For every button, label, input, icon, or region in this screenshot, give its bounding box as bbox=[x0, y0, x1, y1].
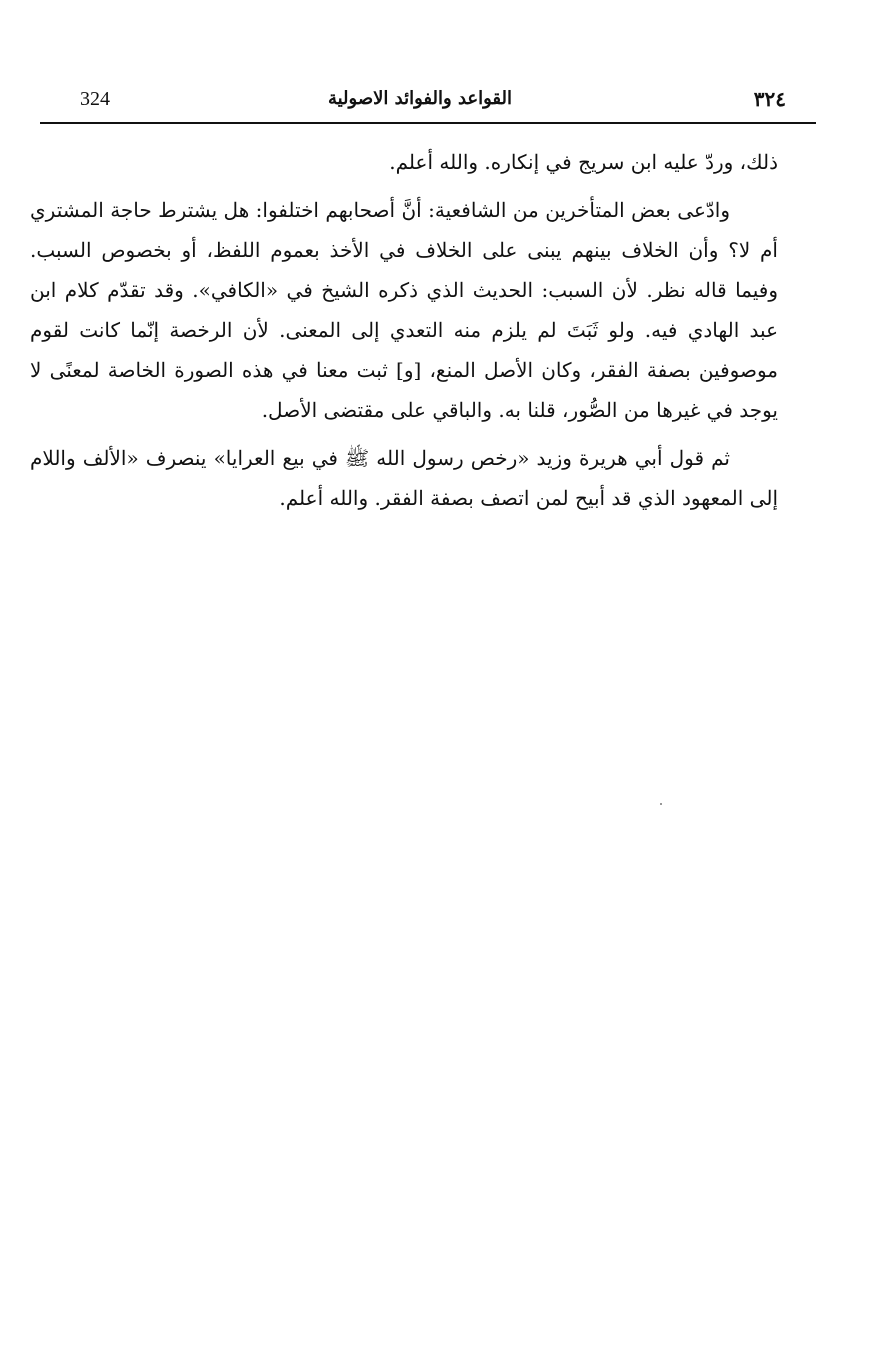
scan-speck bbox=[660, 803, 662, 805]
paragraph-3: ثم قول أبي هريرة وزيد «رخص رسول الله ﷺ في بيع العرايا» ينصرف «الألف واللام إلى المعهود الذي قد أبيح لمن اتصف بصفة الفقر. والله أعلم. bbox=[30, 446, 778, 510]
page-number-latin: 324 bbox=[80, 88, 110, 110]
page-header bbox=[40, 84, 816, 114]
paragraph-2: وادّعى بعض المتأخرين من الشافعية: أنَّ أصحابهم اختلفوا: هل يشترط حاجة المشتري أم لا؟ وأن الخلاف بينهم يبنى على الخلاف في الأخذ بعموم اللفظ، أو بخصوص السبب. وفيما قاله نظر. لأن السبب: الحديث الذي ذكره الشيخ في «الكافي». وقد تقدّم كلام ابن عبد الهادي فيه. ولو ثَبَتَ لم يلزم منه التعدي إلى المعنى. لأن الرخصة إنّما كانت لقوم موصوفين بصفة الفقر، وكان الأصل المنع، [و] ثبت معنا في هذه الصورة الخاصة لمعنًى لا يوجد في غيرها من الصُّور، قلنا به. والباقي على مقتضى الأصل. bbox=[30, 198, 778, 422]
running-title: القواعد والفوائد الاصولية bbox=[327, 88, 513, 109]
paragraph-1: ذلك، وردّ عليه ابن سريج في إنكاره. والله أعلم. bbox=[389, 150, 778, 174]
page-number-arabic: ٣٢٤ bbox=[753, 87, 786, 111]
header-rule bbox=[40, 122, 816, 124]
body-text bbox=[30, 142, 778, 518]
